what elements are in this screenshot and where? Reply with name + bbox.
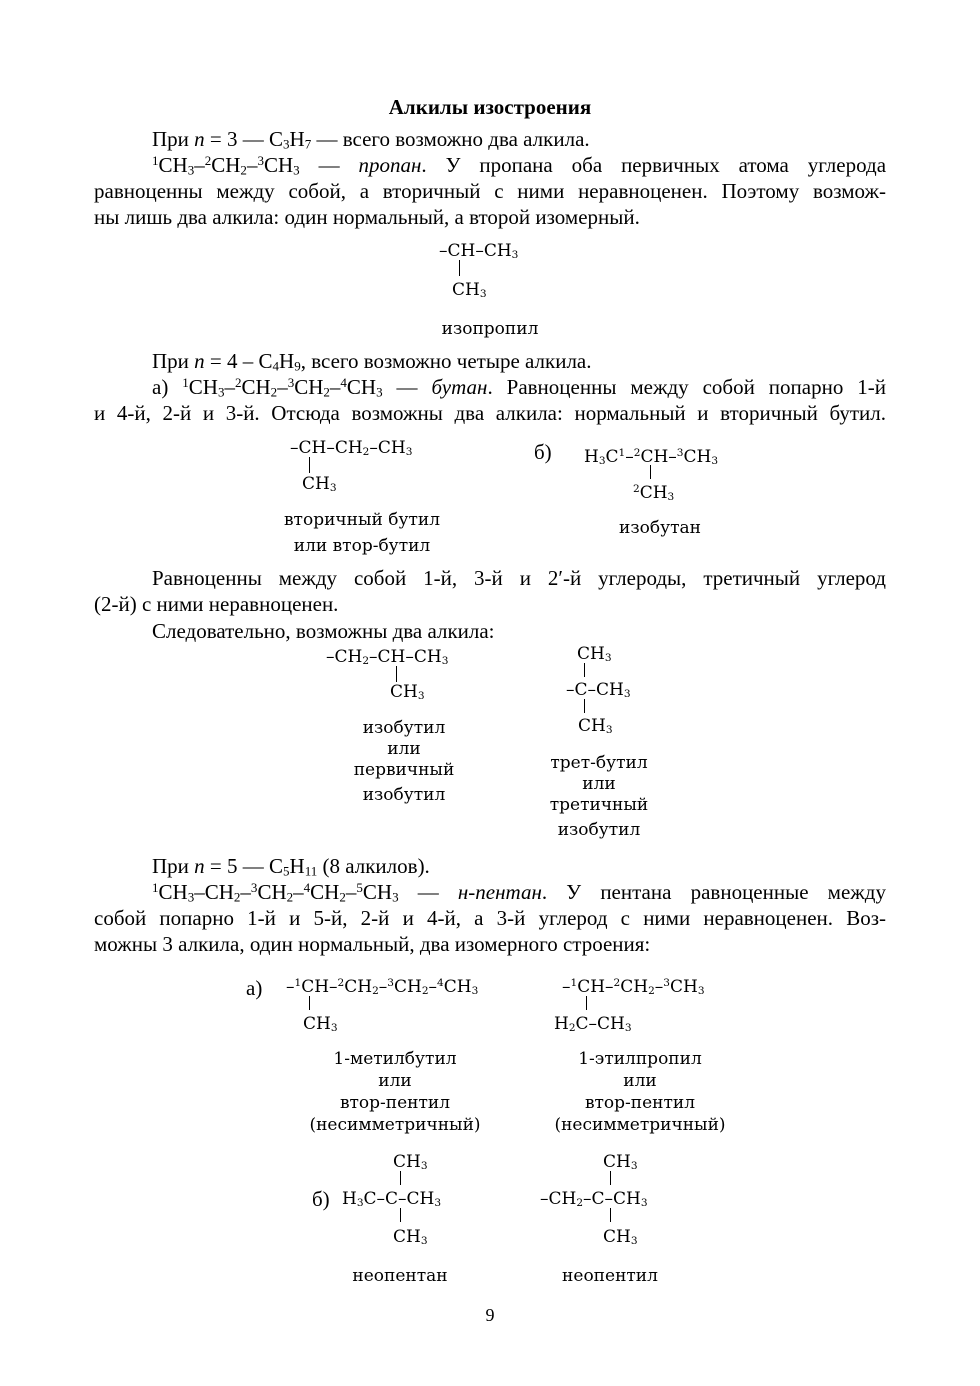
isobutyl-formula-bottom: $CH_3$	[390, 682, 425, 703]
neopentane-formula-bottom: $CH_3$	[393, 1227, 428, 1248]
methylbutyl-formula-bottom: $CH_3$	[303, 1014, 338, 1035]
butane-line-1: а) $^1CH_3-^2CH_2-^3CH_2-^4CH_3$ — бутан. Равноценны между собой попарно 1-й	[152, 374, 886, 400]
equivalence-line-1: Равноценны между собой 1-й, 3-й и 2′-й углероды, третичный углерод	[152, 566, 886, 590]
tertbutyl-formula-bottom: $CH_3$	[578, 716, 613, 737]
equivalence-line-2: (2-й) с ними неравноценен.	[94, 592, 339, 616]
tertbutyl-formula-mid: $-C-CH_3$	[566, 680, 631, 701]
secbutyl-label-1: вторичный бутил	[283, 510, 441, 530]
secbutyl-formula-bottom: $CH_3$	[302, 474, 337, 495]
neopentyl-formula-mid: $-CH_2-C-CH_3$	[540, 1189, 648, 1210]
pentane-line-3: можны 3 алкила, один нормальный, два изомерного строения:	[94, 932, 651, 956]
isobutane-label: изобутан	[619, 518, 701, 538]
ethylpropyl-label-3: втор-пентил	[584, 1093, 696, 1113]
propane-line-1: $^1CH_3-^2CH_2-^3CH_3$ — пропан. У пропана оба первичных атома углерода	[152, 152, 887, 178]
neopentane-marker: б)	[312, 1187, 330, 1211]
bond-line	[309, 996, 310, 1010]
neopentyl-formula-top: $CH_3$	[603, 1152, 638, 1173]
propane-line-2: равноценны между собой, а вторичный с ними неравноценен. Поэтому возмож-	[94, 179, 886, 203]
section-heading: Алкилы изостроения	[388, 95, 592, 119]
paragraph-n4: При $n = 4 - C_4H_9$, всего возможно четыре алкила.	[152, 349, 592, 374]
isobutyl-label-2: или	[387, 739, 421, 759]
secbutyl-label-2: или втор-бутил	[293, 536, 431, 556]
butane-line-2: и 4-й, 2-й и 3-й. Отсюда возможны два алкила: нормальный и вторичный бутил.	[94, 401, 886, 425]
bond-line	[400, 1171, 401, 1185]
pentane-line-2: собой попарно 1-й и 5-й, 2-й и 4-й, а 3-й углерод с ними неравноценен. Воз-	[94, 906, 886, 930]
tertbutyl-label-3: третичный	[549, 795, 649, 815]
isobutyl-label-4: изобутил	[362, 785, 446, 805]
bond-line	[584, 663, 585, 677]
isobutane-formula-top: $H_3C^1-^2CH-^3CH_3$	[584, 447, 719, 468]
tertbutyl-label-4: изобутил	[557, 820, 641, 840]
bond-line	[400, 1208, 401, 1222]
isobutane-marker: б)	[534, 440, 552, 464]
methylbutyl-label-4: (несимметричный)	[309, 1115, 481, 1135]
consequently-line: Следовательно, возможны два алкила:	[152, 619, 495, 643]
isopropyl-formula-bottom: $CH_3$	[452, 280, 487, 301]
isobutyl-formula-top: $-CH_2-CH-CH_3$	[326, 647, 449, 668]
paragraph-n3: При n = 3 — $C_3H_7$ — всего возможно два алкила.	[152, 127, 590, 152]
tertbutyl-label-2: или	[582, 774, 616, 794]
methylbutyl-label-2: или	[378, 1071, 412, 1091]
ethylpropyl-label-4: (несимметричный)	[554, 1115, 726, 1135]
methylbutyl-label-3: втор-пентил	[339, 1093, 451, 1113]
methylbutyl-marker: а)	[246, 976, 263, 1000]
ethylpropyl-formula-top: $-^1CH-^2CH_2-^3CH_3$	[562, 977, 705, 998]
propane-line-3: ны лишь два алкила: один нормальный, а второй изомерный.	[94, 205, 640, 229]
bond-line	[396, 666, 397, 682]
isobutane-formula-bottom: $^2CH_3$	[633, 483, 675, 504]
pentane-line-1: $^1CH_3-CH_2-^3CH_2-^4CH_2-^5CH_3$ — н-пентан. У пентана равноценные между	[152, 879, 886, 905]
neopentane-label: неопентан	[352, 1266, 448, 1286]
secbutyl-formula-top: $-CH-CH_2-CH_3$	[290, 438, 413, 459]
paragraph-n5: При n = 5 — $C_5H_{11}$ (8 алкилов).	[152, 854, 430, 879]
bond-line	[459, 260, 460, 276]
bond-line	[610, 1171, 611, 1185]
bond-line	[309, 457, 310, 473]
neopentane-formula-mid: $H_3C-C-CH_3$	[342, 1189, 442, 1210]
methylbutyl-label-1: 1-метилбутил	[333, 1049, 457, 1069]
neopentyl-label: неопентил	[562, 1266, 658, 1286]
ethylpropyl-formula-bottom: $H_2C-CH_3$	[554, 1014, 632, 1035]
isobutyl-label-1: изобутил	[362, 718, 446, 738]
neopentane-formula-top: $CH_3$	[393, 1152, 428, 1173]
ethylpropyl-label-2: или	[623, 1071, 657, 1091]
bond-line	[586, 996, 587, 1010]
isobutyl-label-3: первичный	[353, 760, 455, 780]
ethylpropyl-label-1: 1-этилпропил	[578, 1049, 702, 1069]
isopropyl-formula-top: $-CH-CH_3$	[439, 241, 519, 262]
bond-line	[650, 465, 651, 479]
isopropyl-label: изопропил	[441, 319, 539, 339]
page-number: 9	[485, 1305, 495, 1325]
tertbutyl-formula-top: $CH_3$	[577, 644, 612, 665]
neopentyl-formula-bottom: $CH_3$	[603, 1227, 638, 1248]
bond-line	[584, 699, 585, 713]
bond-line	[610, 1208, 611, 1222]
tertbutyl-label-1: трет-бутил	[550, 753, 648, 773]
methylbutyl-formula-top: $-^1CH-^2CH_2-^3CH_2-^4CH_3$	[286, 977, 479, 998]
